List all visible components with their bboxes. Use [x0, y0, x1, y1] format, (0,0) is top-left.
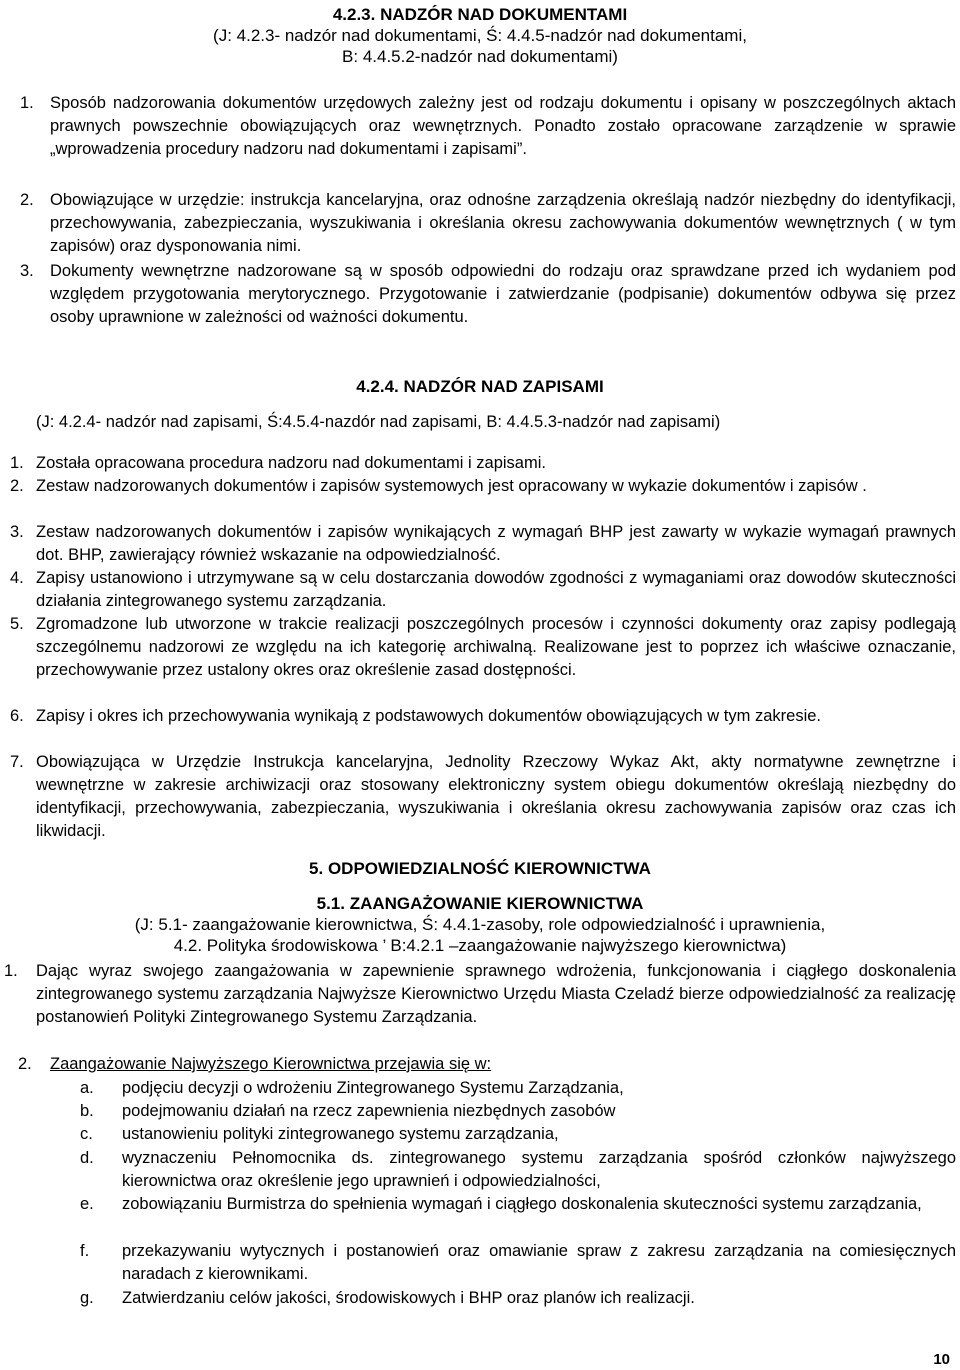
sub-list-letter: g.	[80, 1289, 94, 1307]
list-number: 4.	[10, 569, 24, 587]
sub-list-letter: f.	[80, 1242, 90, 1260]
list-item: Dając wyraz swojego zaangażowania w zapewnienie sprawnego wdrożenia, funkcjonowania i ciągłego doskonalenia zintegrowanego systemu zarządzania Najwyższe Kierownictwo Urzędu Miasta Czeladź bierze odpowiedzialność za realizację postanowień Polityki Zintegrowanego Systemu Zarządzania.	[36, 962, 956, 1026]
list-number: 2.	[18, 1055, 32, 1073]
list-number: 2.	[20, 191, 34, 209]
sub-list-letter: c.	[80, 1125, 93, 1143]
section-heading: 4.2.4. NADZÓR NAD ZAPISAMI	[356, 377, 604, 396]
list-item: Sposób nadzorowania dokumentów urzędowych zależny jest od rodzaju dokumentu i opisany w poszczególnych aktach prawnych powszechnie obowiązujących oraz wewnętrznych. Ponadto zostało opracowane zarządzenie w sprawie „wprowadzenia procedury nadzoru nad dokumentami i zapisami”.	[50, 94, 956, 158]
list-item: Zapisy i okres ich przechowywania wynikają z podstawowych dokumentów obowiązujących w tym zakresie.	[36, 707, 821, 725]
section-reference: B: 4.4.5.2-nadzór nad dokumentami)	[342, 47, 618, 66]
list-item: Zapisy ustanowiono i utrzymywane są w celu dostarczania dowodów zgodności z wymaganiami oraz dowodów skuteczności działania zintegrowanego systemu zarządzania.	[36, 569, 956, 610]
list-item: Dokumenty wewnętrzne nadzorowane są w sposób odpowiedni do rodzaju oraz sprawdzane przed ich wydaniem pod względem przygotowania merytorycznego. Przygotowanie i zatwierdzanie (podpisanie) dokumentów odbywa się przez osoby uprawnione w zależności od ważności dokumentu.	[50, 262, 956, 326]
sub-list-item: ustanowieniu polityki zintegrowanego systemu zarządzania,	[122, 1125, 559, 1143]
list-number: 6.	[10, 707, 24, 725]
sub-list-letter: d.	[80, 1149, 94, 1167]
section-5-1	[0, 893, 960, 956]
section-reference: (J: 5.1- zaangażowanie kierownictwa, Ś: 4.4.1-zasoby, role odpowiedzialność i uprawnienia,	[134, 915, 826, 934]
sub-list-item: podjęciu decyzji o wdrożeniu Zintegrowanego Systemu Zarządzania,	[122, 1079, 624, 1097]
list-item: Została opracowana procedura nadzoru nad dokumentami i zapisami.	[36, 454, 546, 472]
section-reference: (J: 4.2.4- nadzór nad zapisami, Ś:4.5.4-nazdór nad zapisami, B: 4.4.5.3-nadzór nad zapisami)	[36, 413, 721, 431]
list-number: 2.	[10, 477, 24, 495]
list-number: 3.	[10, 523, 24, 541]
section-reference: 4.2. Polityka środowiskowa ’ B:4.2.1 –zaangażowanie najwyższego kierownictwa)	[173, 936, 787, 955]
section-heading: 5. ODPOWIEDZIALNOŚĆ KIEROWNICTWA	[309, 859, 651, 878]
sub-list-item: zobowiązaniu Burmistrza do spełnienia wymagań i ciągłego doskonalenia skuteczności systemu zarządzania,	[122, 1195, 922, 1213]
list-number: 3.	[20, 262, 34, 280]
list-item: Zgromadzone lub utworzone w trakcie realizacji poszczególnych procesów i czynności dokumenty oraz zapisy podlegają szczególnemu nadzorowi ze względu na ich kategorię archiwalną. Realizowane jest to poprzez ich właściwe oznaczanie, przechowywanie przez ustalony okres oraz określenie zasad dostępności.	[36, 615, 956, 679]
list-number: 1.	[4, 962, 18, 980]
section-heading: 4.2.3. NADZÓR NAD DOKUMENTAMI	[332, 5, 628, 24]
section-4-2-4	[0, 376, 960, 397]
list-item: Obowiązująca w Urzędzie Instrukcja kancelaryjna, Jednolity Rzeczowy Wykaz Akt, akty normatywne zewnętrzne i wewnętrzne w zakresie archiwizacji oraz stosowany elektroniczny system obiegu dokumentów określają niezbędny do identyfikacji, przechowywania, zabezpieczania, wyszukiwania i określania okresu zachowywania zapisów oraz czas ich likwidacji.	[36, 753, 956, 840]
list-number: 5.	[10, 615, 24, 633]
sub-list-item: wyznaczeniu Pełnomocnika ds. zintegrowanego systemu zarządzania spośród członków najwyższego kierownictwa oraz określenie jego uprawnień i odpowiedzialności,	[122, 1149, 956, 1190]
sub-list-letter: e.	[80, 1195, 94, 1213]
list-item: Obowiązujące w urzędzie: instrukcja kancelaryjna, oraz odnośne zarządzenia określają nadzór niezbędny do identyfikacji, przechowywania, zabezpieczania, wyszukiwania i określania okresu zachowywania dokumentów wewnętrznych ( w tym zapisów) oraz dysponowania nimi.	[50, 191, 956, 255]
list-number: 1.	[10, 454, 24, 472]
sub-list-letter: b.	[80, 1102, 94, 1120]
list-number: 1.	[20, 94, 34, 112]
list-number: 7.	[10, 753, 24, 771]
sub-list-item: Zatwierdzaniu celów jakości, środowiskowych i BHP oraz planów ich realizacji.	[122, 1289, 695, 1307]
sub-list-item: podejmowaniu działań na rzecz zapewnienia niezbędnych zasobów	[122, 1102, 616, 1120]
subsection-heading: 5.1. ZAANGAŻOWANIE KIEROWNICTWA	[316, 894, 644, 913]
section-5	[0, 858, 960, 879]
sub-list-letter: a.	[80, 1079, 94, 1097]
page-number: 10	[933, 1351, 950, 1368]
section-4-2-3	[0, 4, 960, 67]
list-item-underlined: Zaangażowanie Najwyższego Kierownictwa przejawia się w:	[50, 1055, 492, 1073]
sub-list-item: przekazywaniu wytycznych i postanowień oraz omawianie spraw z zakresu zarządzania na comiesięcznych naradach z kierownikami.	[122, 1242, 956, 1283]
section-reference: (J: 4.2.3- nadzór nad dokumentami, Ś: 4.4.5-nadzór nad dokumentami,	[213, 26, 747, 45]
list-item: Zestaw nadzorowanych dokumentów i zapisów systemowych jest opracowany w wykazie dokumentów i zapisów .	[36, 477, 867, 495]
list-item: Zestaw nadzorowanych dokumentów i zapisów wynikających z wymagań BHP jest zawarty w wykazie wymagań prawnych dot. BHP, zawierający również wskazanie na odpowiedzialność.	[36, 523, 956, 564]
